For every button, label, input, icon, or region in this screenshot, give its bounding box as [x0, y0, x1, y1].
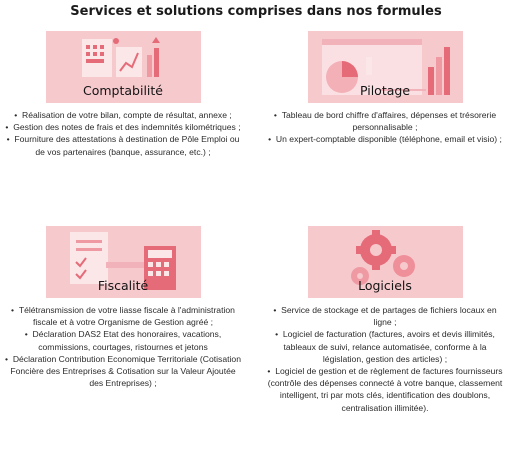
list-item: • Fourniture des attestations à destination de Pôle Emploi ou de vos partenaires (banque, assurance, etc.) ; — [3, 133, 243, 157]
list-item: • Service de stockage et de partages de fichiers locaux en ligne ; — [265, 304, 505, 328]
service-banner-fiscalite — [46, 226, 201, 298]
service-item-list — [3, 109, 243, 158]
service-card-comptabilite — [3, 31, 243, 158]
service-label: Logiciels — [358, 278, 412, 293]
list-item: • Logiciel de gestion et de règlement de factures fournisseurs (contrôle des dépenses connecté à votre banque, classement intelligent, tri par mots clés, identification des doublons, centralisation illimitée). — [265, 365, 505, 414]
list-item: • Tableau de bord chiffre d'affaires, dépenses et trésorerie personnalisable ; — [265, 109, 505, 133]
service-banner-pilotage — [308, 31, 463, 103]
list-item: • Télétransmission de votre liasse fiscale à l'administration fiscale et à votre Organisme de Gestion agréé ; — [3, 304, 243, 328]
service-label: Pilotage — [359, 83, 411, 98]
service-label: Comptabilité — [83, 83, 163, 98]
service-label: Fiscalité — [97, 278, 149, 293]
service-item-list — [3, 304, 243, 389]
service-card-pilotage — [265, 31, 505, 146]
service-item-list — [265, 304, 505, 414]
page-title: Services et solutions comprises dans nos formules — [70, 4, 442, 19]
service-item-list — [265, 109, 505, 146]
service-banner-comptabilite — [46, 31, 201, 103]
list-item: • Un expert-comptable disponible (téléphone, email et visio) ; — [265, 133, 505, 145]
list-item: • Déclaration Contribution Economique Territoriale (Cotisation Foncière des Entreprises & Cotisation sur la Valeur Ajoutée des Entreprises) ; — [3, 353, 243, 390]
service-banner-logiciels — [308, 226, 463, 298]
list-item: • Gestion des notes de frais et des indemnités kilométriques ; — [3, 121, 243, 133]
list-item: • Logiciel de facturation (factures, avoirs et devis illimités, tableaux de suivi, relance automatisée, conforme à la législation, gestion des articles) ; — [265, 328, 505, 365]
service-card-fiscalite — [3, 226, 243, 389]
list-item: • Déclaration DAS2 Etat des honoraires, vacations, commissions, courtages, ristournes et jetons — [3, 328, 243, 352]
service-card-logiciels — [265, 226, 505, 414]
list-item: • Réalisation de votre bilan, compte de résultat, annexe ; — [3, 109, 243, 121]
